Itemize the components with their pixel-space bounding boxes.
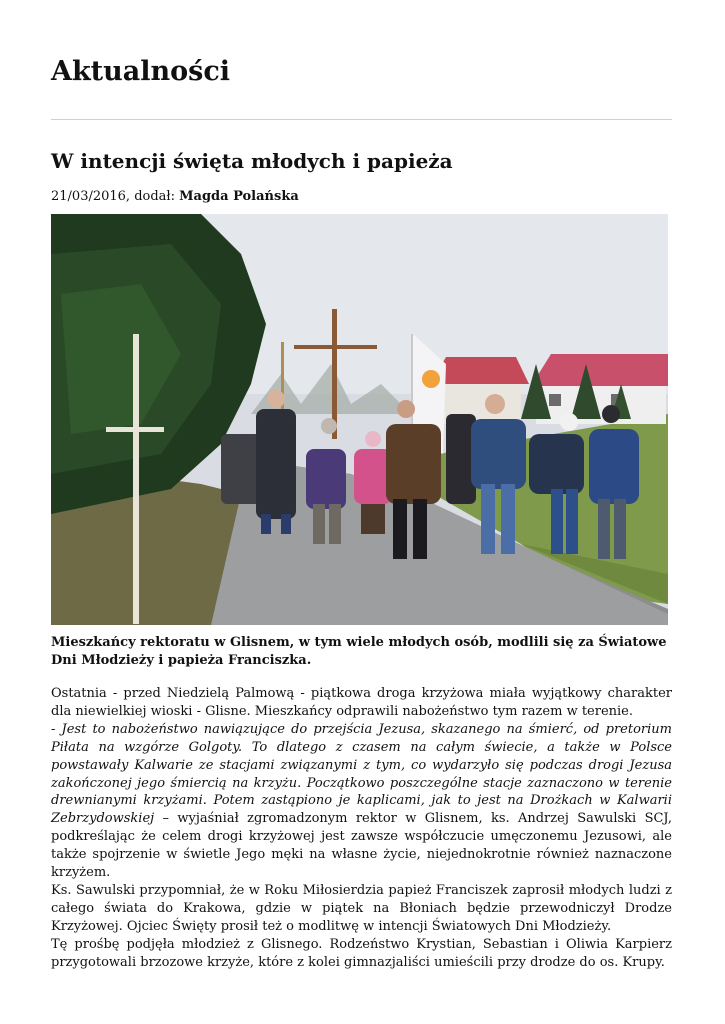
article-paragraph: Ks. Sawulski przypomniał, że w Roku Miłosierdzia papież Franciszek zaprosił młodych ludzi z całego świata do Krakowa, gdzie w piątek na Błoniach będzie przewodniczył Drodze Krzyżowej. Ojciec Święty prosił też o modlitwę w intencji Światowych Dni Młodzieży. <box>51 882 672 934</box>
article-photo <box>51 214 668 625</box>
article-paragraph: Tę prośbę podjęła młodzież z Glisnego. Rodzeństwo Krystian, Sebastian i Oliwia Karpierz przygotowali brzozowe krzyże, które z kolei gimnazjaliści umieścili przy drodze do os. Krupy. <box>51 936 672 970</box>
article-body <box>51 685 672 972</box>
article-meta <box>51 188 299 206</box>
section-title: Aktualności <box>51 56 231 87</box>
article-quote-attribution: – wyjaśniał zgromadzonym rektor w Glisnem, ks. Andrzej Sawulski SCJ, podkreślając że celem drogi krzyżowej jest zawsze współczucie umęczonemu Jezusowi, ale także spojrzenie w świetle Jego męki na własne życie, niejednokrotnie również naznaczone krzyżem. <box>51 811 672 881</box>
article-quote: - Jest to nabożeństwo nawiązujące do przejścia Jezusa, skazanego na śmierć, od pretorium Piłata na wzgórze Golgoty. To dlatego z czasem na całym świecie, a także w Polsce powstawały Kalwarie ze stacjami związanymi z tym, co wydarzyło się podczas drogi Jezusa zakończonej jego śmiercią na krzyżu. Początkowo poszczególne stacje zaznaczono w terenie drewnianymi krzyżami. Potem zastąpiono je kaplicami, jak to jest na Drożkach w Kalwarii Zebrzydowskiej <box>51 721 672 827</box>
article-date: 21/03/2016, dodał: <box>51 189 180 204</box>
article-paragraph <box>51 721 672 882</box>
article-paragraph: Ostatnia - przed Niedzielą Palmową - piątkowa droga krzyżowa miała wyjątkowy charakter dla niewielkiej wioski - Glisne. Mieszkańcy odprawili nabożeństwo tym razem w terenie. <box>51 686 672 719</box>
article-title[interactable]: W intencji święta młodych i papieża <box>51 149 453 173</box>
section-divider <box>51 119 672 120</box>
photo-caption: Mieszkańcy rektoratu w Glisnem, w tym wiele młodych osób, modlili się za Światowe Dni Młodzieży i papieża Franciszka. <box>51 635 667 668</box>
article-author[interactable]: Magda Polańska <box>179 189 299 204</box>
